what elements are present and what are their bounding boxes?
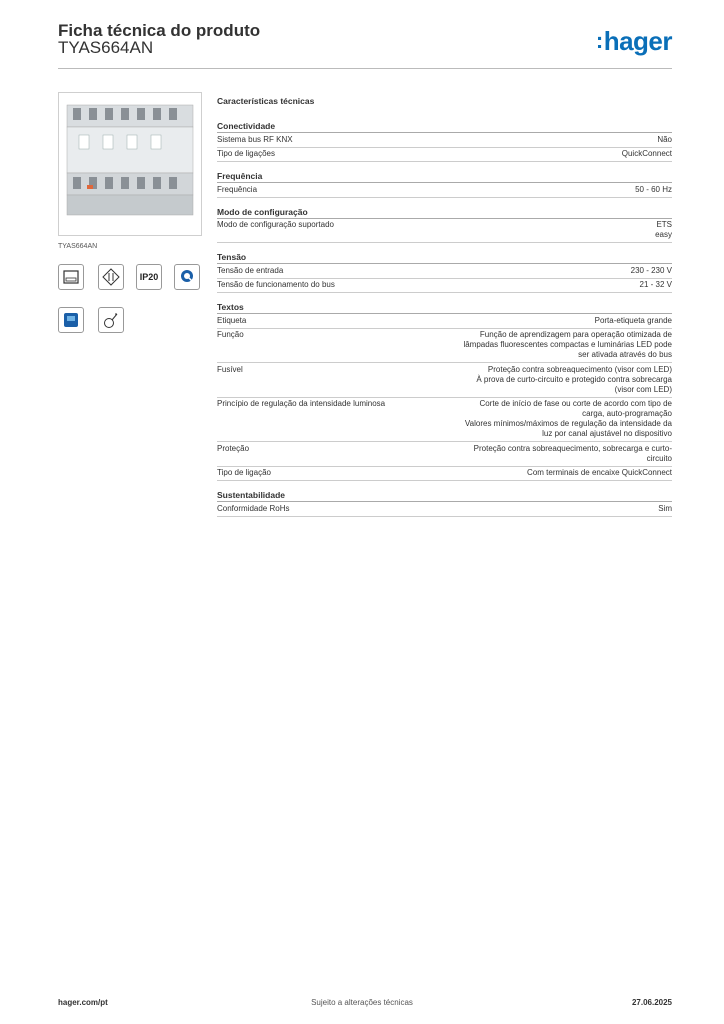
spec-value: 50 - 60 Hz	[635, 184, 672, 194]
footer-date: 27.06.2025	[631, 998, 672, 1007]
spec-label: Fusível	[217, 364, 243, 374]
spec-label: Frequência	[217, 184, 258, 194]
ip20-label: IP20	[139, 272, 159, 282]
spec-label: Tensão de funcionamento do bus	[217, 280, 335, 289]
spec-value: Proteção contra sobreaquecimento, sobrecarga e curto- circuito	[473, 443, 672, 463]
specs-sections	[217, 121, 672, 517]
spec-label: Etiqueta	[217, 315, 247, 325]
display-led-icon	[58, 264, 84, 290]
spec-value: Corte de início de fase ou corte de acordo com tipo de carga, auto-programação Valores mínimos/máximos de regulação da intensidade da luz por canal ajustável no dispositivo	[464, 399, 672, 438]
spec-section	[217, 207, 672, 244]
spec-section	[217, 171, 672, 198]
spec-row	[217, 442, 672, 467]
spec-label: Tipo de ligações	[217, 149, 275, 158]
spec-row	[217, 398, 672, 443]
easy-config-icon	[58, 307, 84, 333]
spec-row	[217, 314, 672, 329]
spec-label: Sistema bus RF KNX	[217, 134, 293, 144]
spec-value: Sim	[658, 503, 672, 513]
quicklink-icon	[174, 264, 200, 290]
spec-label: Tensão de entrada	[217, 265, 284, 275]
specs-table	[217, 96, 672, 517]
spec-row	[217, 148, 672, 163]
spec-label: Tipo de ligação	[217, 468, 271, 477]
specs-title: Características técnicas	[217, 96, 315, 106]
spec-value: 230 - 230 V	[630, 265, 672, 275]
spec-row	[217, 467, 672, 482]
spec-value: Função de aprendizagem para operação otimizada de lâmpadas fluorescentes compactas e luminárias LED pode ser ativada através do bus	[463, 330, 672, 359]
ip20-icon	[136, 264, 162, 290]
spec-label: Função	[217, 330, 244, 339]
section-heading: Conectividade	[217, 121, 672, 133]
spec-section	[217, 490, 672, 517]
spec-row	[217, 329, 672, 364]
spec-section	[217, 302, 672, 481]
image-caption: TYAS664AN	[58, 243, 98, 250]
footer-website[interactable]: hager.com/pt	[58, 998, 108, 1007]
spec-value: Proteção contra sobreaquecimento (visor com LED) À prova de curto-circuito e protegido contra sobrecarga (visor com LED)	[476, 364, 672, 394]
section-heading: Sustentabilidade	[217, 490, 672, 502]
spec-row	[217, 133, 672, 148]
spec-row	[217, 219, 672, 244]
section-heading: Modo de configuração	[217, 207, 672, 219]
spec-label: Princípio de regulação da intensidade luminosa	[217, 399, 386, 408]
spec-section	[217, 252, 672, 293]
product-image	[58, 92, 202, 236]
spec-row	[217, 363, 672, 398]
spec-label: Proteção	[217, 443, 250, 453]
spec-value: Com terminais de encaixe QuickConnect	[527, 468, 672, 477]
spec-value: ETS easy	[655, 220, 672, 239]
section-heading: Frequência	[217, 171, 672, 183]
spec-value: Porta-etiqueta grande	[594, 315, 672, 325]
product-code: TYAS664AN	[58, 38, 154, 57]
spec-row	[217, 279, 672, 294]
brand-logo: :hager	[595, 26, 672, 56]
knx-secure-icon	[98, 264, 124, 290]
section-heading: Tensão	[217, 252, 672, 264]
spec-value: Não	[657, 134, 672, 144]
section-heading: Textos	[217, 302, 672, 314]
spec-value: 21 - 32 V	[639, 280, 672, 289]
spec-value: QuickConnect	[621, 149, 672, 158]
brand-name: hager	[603, 26, 672, 56]
spec-row	[217, 502, 672, 517]
footer-note: Sujeito a alterações técnicas	[311, 998, 413, 1007]
page-title: Ficha técnica do produto	[58, 21, 261, 40]
spec-section	[217, 121, 672, 162]
dimmer-icon	[98, 307, 124, 333]
header-divider	[58, 68, 672, 69]
spec-label: Conformidade RoHs	[217, 503, 290, 513]
spec-row	[217, 264, 672, 279]
spec-label: Modo de configuração suportado	[217, 220, 334, 229]
spec-row	[217, 183, 672, 198]
